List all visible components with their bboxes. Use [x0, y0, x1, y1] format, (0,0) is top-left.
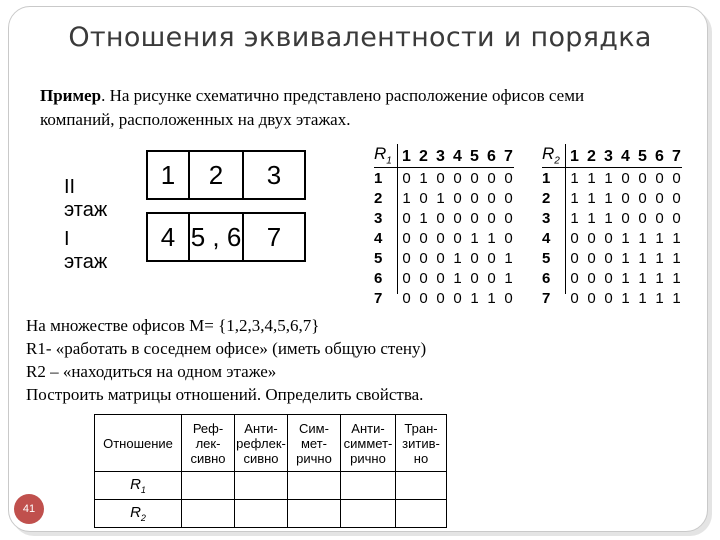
matrix-row: [542, 190, 685, 210]
matrix-cell: 0: [402, 290, 411, 307]
matrix-cell: 0: [487, 190, 496, 207]
matrix-header-row: [374, 144, 517, 166]
matrix-cell: 1: [570, 170, 579, 187]
matrix-cell: 1: [655, 290, 664, 307]
matrix-cell: 1: [621, 290, 630, 307]
properties-table: [94, 414, 447, 528]
office-cell: 3: [266, 159, 282, 190]
matrix-cell: 0: [436, 210, 445, 227]
matrix-cell: 0: [453, 190, 462, 207]
floor-label-2: II этаж: [64, 176, 108, 221]
matrix-cell: 1: [621, 250, 630, 267]
matrix-cell: 0: [470, 210, 479, 227]
matrix-cell: 0: [638, 190, 647, 207]
matrix-divider: [374, 167, 514, 168]
matrix-cell: 0: [672, 190, 681, 207]
matrix-cell: 1: [655, 270, 664, 287]
matrix-col-header: 6: [655, 148, 664, 165]
matrix-cell: 0: [453, 230, 462, 247]
matrix-col-header: 5: [470, 148, 479, 165]
matrix-cell: 1: [672, 230, 681, 247]
matrix-cell: 1: [453, 250, 462, 267]
matrix-row: [374, 210, 517, 230]
task-line: R1- «работать в соседнем офисе» (иметь общую стену): [26, 339, 427, 358]
office-cell: 4: [148, 214, 190, 260]
floor-1-row: [146, 212, 306, 262]
table-cell[interactable]: [341, 500, 396, 528]
matrix-col-header: 4: [621, 148, 630, 165]
table-cell[interactable]: [288, 472, 341, 500]
matrix-cell: 0: [604, 230, 613, 247]
matrix-header-row: [542, 144, 685, 166]
matrix-col-header: 1: [570, 148, 579, 165]
matrix-row-header: 1: [374, 170, 383, 187]
table-cell[interactable]: [288, 500, 341, 528]
matrix-row-header: 6: [374, 270, 383, 287]
intro-lead: Пример: [40, 86, 102, 105]
matrix-cell: 1: [570, 190, 579, 207]
matrix-cell: 0: [419, 270, 428, 287]
matrix-cell: 0: [570, 230, 579, 247]
matrix-cell: 1: [470, 230, 479, 247]
matrix-cell: 0: [655, 210, 664, 227]
matrix-cell: 0: [436, 230, 445, 247]
matrix-cell: 1: [604, 190, 613, 207]
intro-paragraph: [40, 84, 660, 132]
floor-2-row: [146, 150, 306, 200]
matrix-row-header: 4: [542, 230, 551, 247]
matrix-row: [374, 230, 517, 250]
matrix-row: [542, 230, 685, 250]
matrix-cell: 0: [436, 170, 445, 187]
matrix-row: [542, 250, 685, 270]
matrix-cell: 0: [504, 230, 513, 247]
matrix-col-header: 3: [604, 148, 613, 165]
matrix-cell: 0: [402, 210, 411, 227]
matrix-cell: 0: [436, 250, 445, 267]
matrix-cell: 1: [487, 290, 496, 307]
matrix-row: [374, 290, 517, 310]
matrix-cell: 0: [587, 290, 596, 307]
matrix-col-header: 2: [419, 148, 428, 165]
slide-number-badge: 41: [14, 494, 44, 524]
matrix-cell: 0: [419, 230, 428, 247]
matrix-cell: 0: [470, 250, 479, 267]
matrix-row: [374, 270, 517, 290]
table-cell[interactable]: [235, 472, 288, 500]
matrix-cell: 0: [487, 170, 496, 187]
matrix-cell: 0: [504, 210, 513, 227]
matrix-row: [542, 210, 685, 230]
table-row: [95, 472, 447, 500]
matrix-cell: 0: [604, 270, 613, 287]
matrix-cell: 1: [419, 170, 428, 187]
office-cell: 7: [266, 221, 282, 252]
matrix-cell: 0: [655, 190, 664, 207]
matrix-cell: 0: [621, 210, 630, 227]
matrix-col-header: 4: [453, 148, 462, 165]
relation-label: $R_1$: [95, 472, 182, 500]
matrix-cell: 1: [402, 190, 411, 207]
matrix-cell: 1: [419, 210, 428, 227]
matrix-cell: 1: [638, 230, 647, 247]
matrix-row-header: 4: [374, 230, 383, 247]
matrix-row: [374, 250, 517, 270]
matrix-r2: [542, 144, 687, 314]
task-text: [26, 314, 586, 406]
table-cell[interactable]: [341, 472, 396, 500]
matrix-cell: 0: [402, 270, 411, 287]
matrix-col-header: 6: [487, 148, 496, 165]
matrix-cell: 0: [570, 290, 579, 307]
col-header: Анти- рефлек- сивно: [235, 415, 288, 472]
matrix-cell: 0: [655, 170, 664, 187]
task-line: На множестве офисов M= {1,2,3,4,5,6,7}: [26, 316, 320, 335]
matrix-name: R: [542, 143, 555, 163]
matrix-cell: 0: [504, 190, 513, 207]
matrix-cell: 0: [587, 270, 596, 287]
table-cell[interactable]: [396, 472, 447, 500]
matrix-cell: 0: [570, 270, 579, 287]
matrix-cell: 1: [604, 210, 613, 227]
matrix-cell: 1: [470, 290, 479, 307]
matrix-cell: 0: [419, 190, 428, 207]
matrix-cell: 1: [504, 250, 513, 267]
matrix-cell: 0: [672, 210, 681, 227]
matrix-cell: 0: [487, 270, 496, 287]
matrix-row: [542, 270, 685, 290]
matrix-cell: 1: [638, 290, 647, 307]
matrix-divider: [542, 167, 682, 168]
matrix-cell: 0: [470, 190, 479, 207]
matrix-label: $R_2$: [542, 143, 560, 166]
matrix-cell: 0: [587, 250, 596, 267]
matrix-cell: 0: [419, 290, 428, 307]
matrix-cell: 0: [402, 250, 411, 267]
matrix-row-header: 1: [542, 170, 551, 187]
matrix-cell: 1: [570, 210, 579, 227]
matrix-col-header: 3: [436, 148, 445, 165]
matrix-cell: 0: [587, 230, 596, 247]
matrix-cell: 1: [621, 230, 630, 247]
matrix-name: R: [374, 143, 387, 163]
table-row: [95, 500, 447, 528]
matrix-cell: 0: [621, 190, 630, 207]
matrix-cell: 0: [638, 170, 647, 187]
matrix-cell: 0: [470, 170, 479, 187]
table-cell[interactable]: [182, 500, 235, 528]
matrix-cell: 1: [504, 270, 513, 287]
matrix-row-header: 3: [374, 210, 383, 227]
matrix-row: [542, 170, 685, 190]
matrix-cell: 1: [587, 170, 596, 187]
matrix-row-header: 5: [374, 250, 383, 267]
matrix-cell: 0: [638, 210, 647, 227]
matrix-col-header: 7: [504, 148, 513, 165]
matrix-row-header: 6: [542, 270, 551, 287]
intro-text: . На рисунке схематично представлено расположение офисов семи компаний, расположенных на двух этажах.: [40, 86, 585, 129]
matrix-cell: 1: [621, 270, 630, 287]
matrix-cell: 0: [436, 290, 445, 307]
matrix-cell: 1: [655, 230, 664, 247]
col-header: Сим- мет- рично: [288, 415, 341, 472]
matrix-cell: 1: [436, 190, 445, 207]
matrix-cell: 0: [487, 250, 496, 267]
matrix-cell: 1: [587, 210, 596, 227]
col-header: Тран- зитив- но: [396, 415, 447, 472]
matrix-row: [374, 170, 517, 190]
matrix-cell: 0: [470, 270, 479, 287]
matrix-row-header: 5: [542, 250, 551, 267]
matrix-row-header: 2: [542, 190, 551, 207]
slide-title: Отношения эквивалентности и порядка: [68, 22, 652, 53]
matrix-cell: 0: [487, 210, 496, 227]
office-cell: 5 , 6: [190, 214, 244, 260]
matrix-cell: 0: [453, 290, 462, 307]
relation-label: $R_2$: [95, 500, 182, 528]
table-cell[interactable]: [235, 500, 288, 528]
matrix-row: [542, 290, 685, 310]
office-cell: 2: [190, 152, 244, 198]
table-cell[interactable]: [182, 472, 235, 500]
table-cell[interactable]: [396, 500, 447, 528]
matrix-label: $R_1$: [374, 143, 392, 166]
matrix-col-header: 5: [638, 148, 647, 165]
matrix-col-header: 7: [672, 148, 681, 165]
matrix-row: [374, 190, 517, 210]
matrix-cell: 1: [672, 250, 681, 267]
matrix-col-header: 1: [402, 148, 411, 165]
matrix-cell: 0: [453, 170, 462, 187]
matrix-cell: 1: [453, 270, 462, 287]
col-header: Реф- лек- сивно: [182, 415, 235, 472]
matrix-cell: 0: [672, 170, 681, 187]
task-line: R2 – «находиться на одном этаже»: [26, 362, 277, 381]
matrix-col-header: 2: [587, 148, 596, 165]
matrix-cell: 0: [570, 250, 579, 267]
floor-label-1: I этаж: [64, 228, 108, 273]
matrix-cell: 1: [487, 230, 496, 247]
office-cell: 1: [148, 152, 190, 198]
table-corner: Отношение: [95, 415, 182, 472]
matrix-cell: 0: [604, 290, 613, 307]
matrix-cell: 1: [587, 190, 596, 207]
matrix-cell: 1: [672, 270, 681, 287]
matrix-cell: 0: [504, 170, 513, 187]
matrix-row-header: 7: [542, 290, 551, 307]
matrix-cell: 0: [419, 250, 428, 267]
matrix-row-header: 7: [374, 290, 383, 307]
matrix-row-header: 2: [374, 190, 383, 207]
matrix-cell: 0: [504, 290, 513, 307]
matrix-cell: 0: [621, 170, 630, 187]
matrix-cell: 0: [436, 270, 445, 287]
col-header: Анти- симмет- рично: [341, 415, 396, 472]
task-line: Построить матрицы отношений. Определить свойства.: [26, 385, 424, 404]
matrix-cell: 1: [672, 290, 681, 307]
matrix-row-header: 3: [542, 210, 551, 227]
matrix-cell: 1: [638, 250, 647, 267]
matrix-cell: 1: [638, 270, 647, 287]
matrix-cell: 0: [402, 230, 411, 247]
matrix-cell: 0: [604, 250, 613, 267]
matrix-r1: [374, 144, 519, 314]
matrix-cell: 1: [604, 170, 613, 187]
matrix-cell: 0: [402, 170, 411, 187]
matrix-cell: 0: [453, 210, 462, 227]
matrix-cell: 1: [655, 250, 664, 267]
